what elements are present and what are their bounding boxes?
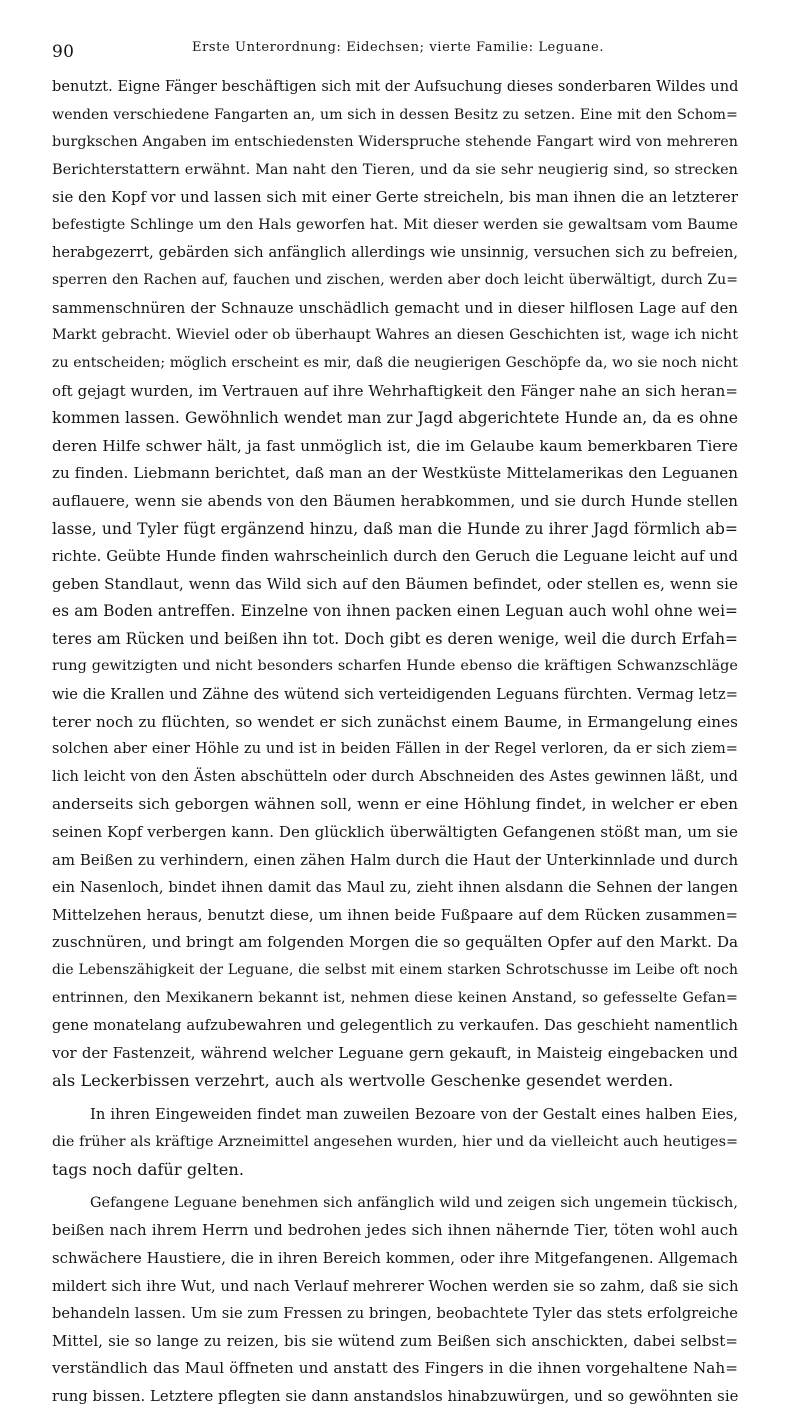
text-line: verständlich das Maul öffneten und anstatt des Fingers in die ihnen vorgehaltene Nah= [52,1359,738,1378]
text-line: als Leckerbissen verzehrt, auch als wertvolle Geschenke gesendet werden. [52,1071,674,1091]
text-line: zu entscheiden; möglich erscheint es mir, daß die neugierigen Geschöpfe da, wo sie noch nicht [52,354,738,371]
text-line: mildert sich ihre Wut, und nach Verlauf mehrerer Wochen werden sie so zahm, daß sie sich [52,1277,739,1295]
text-line: herabgezerrt, gebärden sich anfänglich allerdings wie unsinnig, versuchen sich zu befreien, [52,244,738,261]
text-line: die früher als kräftige Arzneimittel angesehen wurden, hier und da vielleicht auch heutiges= [52,1133,739,1150]
text-line: lich leicht von den Ästen abschütteln oder durch Abschneiden des Astes gewinnen läßt, und [52,768,738,785]
text-line: terer noch zu flüchten, so wendet er sich zunächst einem Baume, in Ermangelung eines [52,712,738,731]
text-line: schwächere Haustiere, die in ihren Bereich kommen, oder ihre Mitgefangenen. Allgemach [52,1249,738,1267]
text-line: sperren den Rachen auf, fauchen und zischen, werden aber doch leicht überwältigt, durch Zu= [52,272,738,289]
text-line: die Lebenszähigkeit der Leguane, die selbst mit einem starken Schrotschusse im Leibe oft noch [52,962,738,978]
text-line: burgkschen Angaben im entschiedensten Widerspruche stehende Fangart wird von mehreren [52,134,738,151]
text-line: Berichterstattern erwähnt. Man naht den Tieren, und da sie sehr neugierig sind, so strecken [52,161,738,178]
text-line: rung bissen. Letztere pflegten sie dann anstandslos hinabzuwürgen, und so gewöhnten sie [52,1387,739,1405]
body-text [52,74,738,1411]
text-line: Markt gebracht. Wieviel oder ob überhaupt Wahres an diesen Geschichten ist, wage ich nicht [52,327,738,344]
text-line: wie die Krallen und Zähne des wütend sich verteidigenden Leguans fürchten. Vermag letz= [52,686,738,704]
text-line: seinen Kopf verbergen kann. Den glücklich überwältigten Gefangenen stößt man, um sie [52,823,738,842]
text-line: am Beißen zu verhindern, einen zähen Halm durch die Haut der Unterkinnlade und durch [52,850,739,869]
text-line: sie den Kopf vor und lassen sich mit einer Gerte streicheln, bis man ihnen die an letzterer [52,188,738,207]
paragraph-1 [52,74,738,1095]
book-page [52,30,739,1405]
text-line: anderseits sich geborgen wähnen soll, wenn er eine Höhlung findet, in welcher er eben [52,795,738,814]
text-line: oft gejagt wurden, im Vertrauen auf ihre Wehrhaftigkeit den Fänger nahe an sich heran= [52,381,738,400]
text-line: behandeln lassen. Um sie zum Fressen zu bringen, beobachtete Tyler das stets erfolgreiche [52,1305,738,1323]
running-head-title: Erste Unterordnung: Eidechsen; vierte Familie: Leguane. [192,40,605,55]
text-line: deren Hilfe schwer hält, ja fast unmöglich ist, die im Gelaube kaum bemerkbaren Tiere [52,436,738,455]
text-line: befestigte Schlinge um den Hals geworfen hat. Mit dieser werden sie gewaltsam vom Baume [52,216,738,233]
text-line: Mittelzehen heraus, benutzt diese, um ihnen beide Fußpaare auf dem Rücken zusammen= [52,906,738,924]
text-line: sammenschnüren der Schnauze unschädlich gemacht und in dieser hilflosen Lage auf den [52,299,738,317]
text-line: lasse, und Tyler fügt ergänzend hinzu, daß man die Hunde zu ihrer Jagd förmlich ab= [52,519,738,538]
text-line: kommen lassen. Gewöhnlich wendet man zur Jagd abgerichtete Hunde an, da es ohne [52,409,738,428]
text-line: tags noch dafür gelten. [52,1160,245,1180]
text-line: entrinnen, den Mexikanern bekannt ist, nehmen diese keinen Anstand, so gefesselte Gefan= [52,989,738,1006]
text-line: In ihren Eingeweiden findet man zuweilen Bezoare von der Gestalt eines halben Eies, [90,1105,738,1123]
paragraph-3 [52,1190,738,1411]
text-line: ein Nasenloch, bindet ihnen damit das Maul zu, zieht ihnen alsdann die Sehnen der langen [52,879,738,897]
text-line: benutzt. Eigne Fänger beschäftigen sich mit der Aufsuchung dieses sonderbaren Wildes und [52,79,739,95]
text-line: gene monatelang aufzubewahren und gelegentlich zu verkaufen. Das geschieht namentlich [52,1017,738,1035]
text-line: vor der Fastenzeit, während welcher Leguane gern gekauft, in Maisteig eingebacken und [52,1043,738,1062]
running-head [52,30,738,60]
text-line: Gefangene Leguane benehmen sich anfänglich wild und zeigen sich ungemein tückisch, [90,1194,738,1211]
text-line: es am Boden antreffen. Einzelne von ihnen packen einen Leguan auch wohl ohne wei= [52,602,738,621]
paragraph-2 [52,1101,738,1184]
text-line: teres am Rücken und beißen ihn tot. Doch gibt es deren wenige, weil die durch Erfah= [52,629,738,648]
text-line: rung gewitzigten und nicht besonders scharfen Hunde ebenso die kräftigen Schwanzschläge [52,658,738,675]
page-number: 90 [52,42,75,62]
text-line: auflauere, wenn sie abends von den Bäumen herabkommen, und sie durch Hunde stellen [52,491,738,510]
text-line: solchen aber einer Höhle zu und ist in beiden Fällen in der Regel verloren, da er sich ziem= [52,741,738,758]
text-line: wenden verschiedene Fangarten an, um sich in dessen Besitz zu setzen. Eine mit den Schom= [52,106,738,123]
text-line: geben Standlaut, wenn das Wild sich auf den Bäumen befindet, oder stellen es, wenn sie [52,574,738,593]
text-line: Mittel, sie so lange zu reizen, bis sie wütend zum Beißen sich anschickten, dabei selbst= [52,1331,738,1350]
text-line: richte. Geübte Hunde finden wahrscheinlich durch den Geruch die Leguane leicht auf und [52,548,738,566]
text-line: zu finden. Liebmann berichtet, daß man an der Westküste Mittelamerikas den Leguanen [52,464,738,483]
text-line: zuschnüren, und bringt am folgenden Morgen die so gequälten Opfer auf den Markt. Da [52,933,739,952]
text-line: beißen nach ihrem Herrn und bedrohen jedes sich ihnen nähernde Tier, töten wohl auch [52,1221,738,1240]
